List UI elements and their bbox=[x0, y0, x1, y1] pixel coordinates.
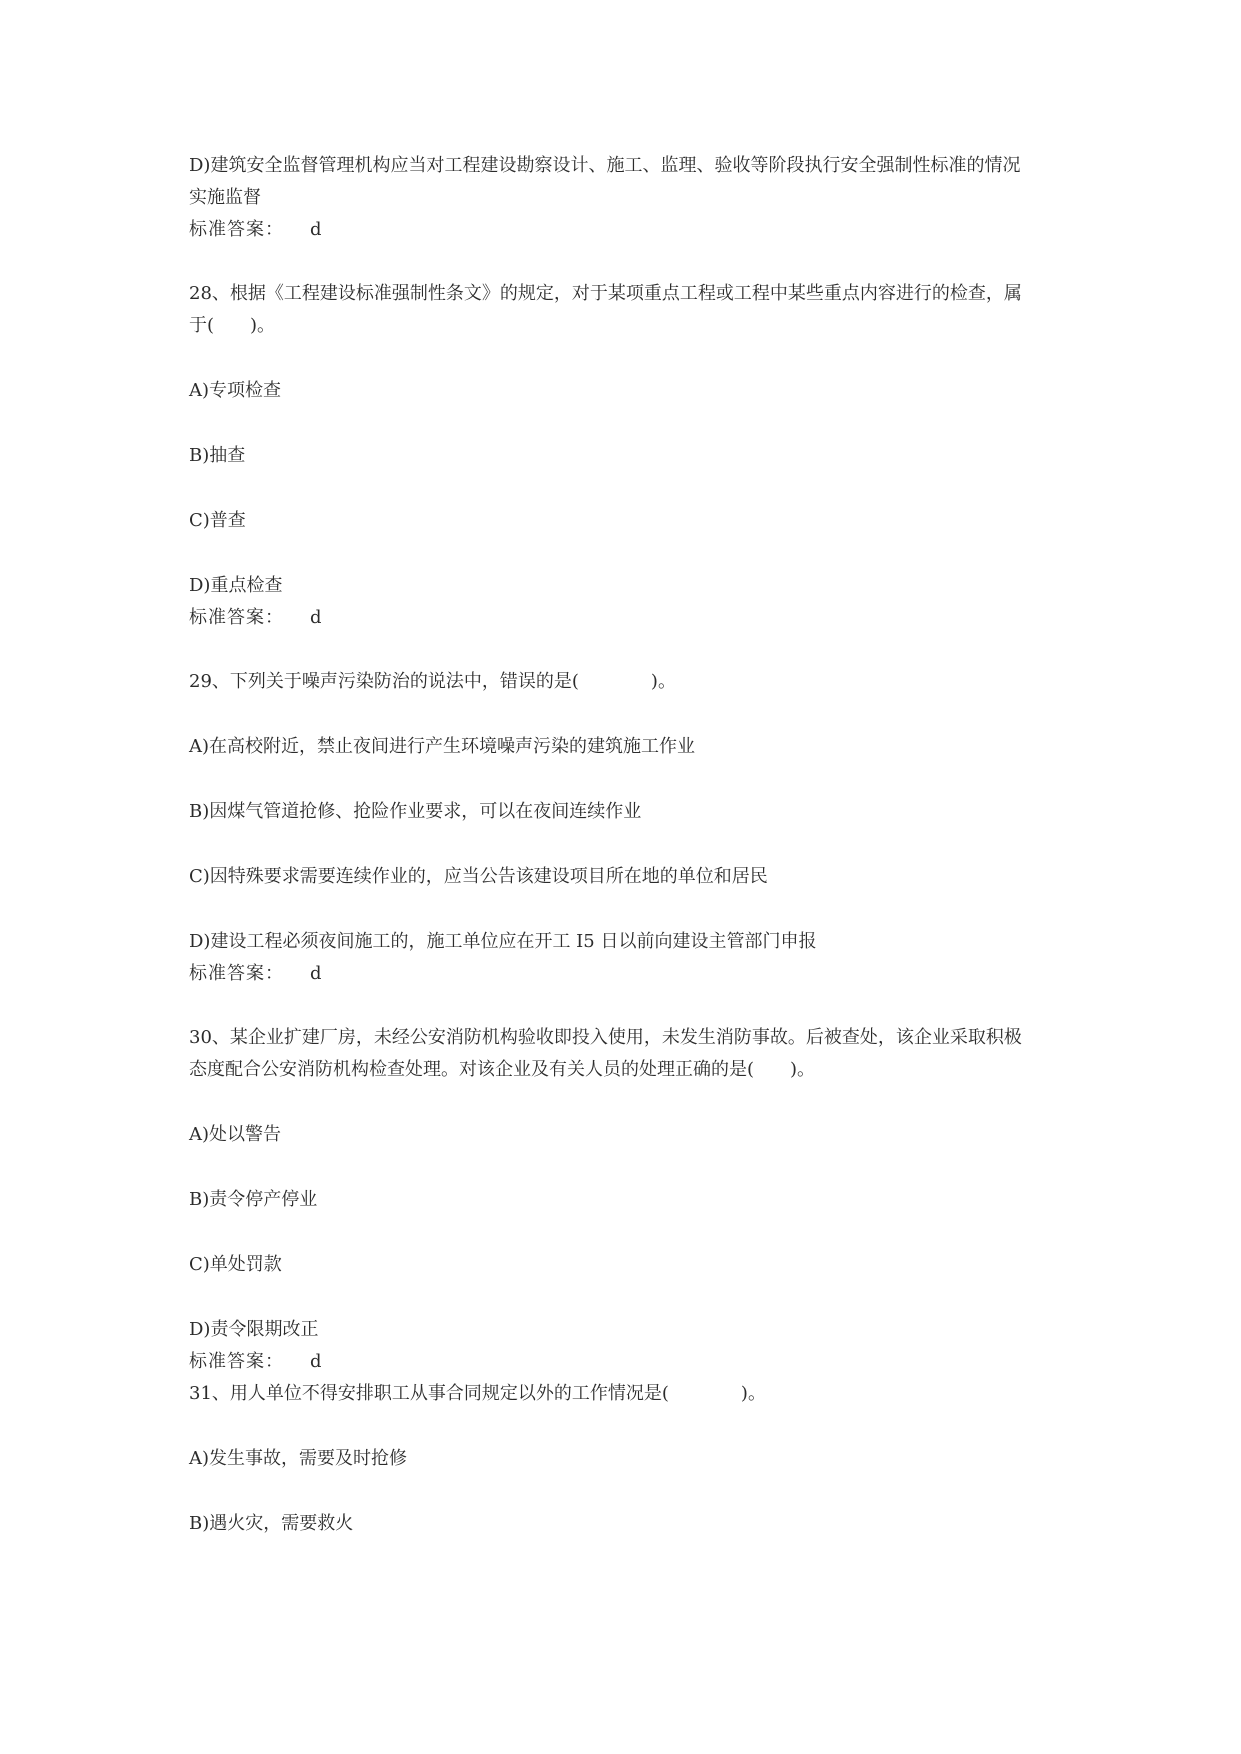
question-stem: 29、下列关于噪声污染防治的说法中，错误的是( )。 bbox=[189, 671, 676, 692]
option-b: B)遇火灾，需要救火 bbox=[189, 1513, 354, 1534]
question-stem-continued: 于( )。 bbox=[189, 315, 276, 336]
question-stem-continued: 态度配合公安消防机构检查处理。对该企业及有关人员的处理正确的是( )。 bbox=[189, 1059, 816, 1080]
option-a: A)在高校附近，禁止夜间进行产生环境噪声污染的建筑施工作业 bbox=[189, 736, 696, 757]
option-a: A)发生事故，需要及时抢修 bbox=[189, 1448, 408, 1469]
option-a: A)处以警告 bbox=[189, 1124, 282, 1145]
option-c: C)普查 bbox=[189, 510, 246, 531]
option-b: B)抽查 bbox=[189, 445, 246, 466]
question-stem: 31、用人单位不得安排职工从事合同规定以外的工作情况是( )。 bbox=[189, 1383, 766, 1404]
answer-value: d bbox=[310, 963, 322, 984]
option-d-continued: 实施监督 bbox=[189, 187, 261, 208]
answer-value: d bbox=[310, 607, 322, 628]
question-31 bbox=[189, 1378, 1059, 1540]
question-stem: 28、根据《工程建设标准强制性条文》的规定，对于某项重点工程或工程中某些重点内容进行的检查，属 bbox=[189, 283, 1022, 304]
standard-answer bbox=[189, 214, 1059, 246]
option-b: B)因煤气管道抢修、抢险作业要求，可以在夜间连续作业 bbox=[189, 801, 642, 822]
question-29 bbox=[189, 666, 1059, 990]
answer-label: 标准答案： bbox=[189, 607, 284, 628]
option-b: B)责令停产停业 bbox=[189, 1189, 318, 1210]
standard-answer bbox=[189, 1346, 1059, 1378]
option-d: D)建筑安全监督管理机构应当对工程建设勘察设计、施工、监理、验收等阶段执行安全强制性标准的情况 bbox=[189, 155, 1021, 176]
option-d: D)重点检查 bbox=[189, 575, 283, 596]
option-c: C)因特殊要求需要连续作业的，应当公告该建设项目所在地的单位和居民 bbox=[189, 866, 768, 887]
question-27-tail bbox=[189, 150, 1059, 246]
answer-value: d bbox=[310, 1351, 322, 1372]
option-d: D)责令限期改正 bbox=[189, 1319, 319, 1340]
option-a: A)专项检查 bbox=[189, 380, 282, 401]
question-stem: 30、某企业扩建厂房，未经公安消防机构验收即投入使用，未发生消防事故。后被查处，该企业采取积极 bbox=[189, 1027, 1022, 1048]
option-c: C)单处罚款 bbox=[189, 1254, 282, 1275]
standard-answer bbox=[189, 958, 1059, 990]
answer-value: d bbox=[310, 219, 322, 240]
question-30 bbox=[189, 1022, 1059, 1378]
option-d: D)建设工程必须夜间施工的，施工单位应在开工 I5 日以前向建设主管部门申报 bbox=[189, 931, 817, 952]
answer-label: 标准答案： bbox=[189, 1351, 284, 1372]
answer-label: 标准答案： bbox=[189, 963, 284, 984]
question-28 bbox=[189, 278, 1059, 634]
answer-label: 标准答案： bbox=[189, 219, 284, 240]
document-content bbox=[189, 150, 1059, 1540]
standard-answer bbox=[189, 602, 1059, 634]
